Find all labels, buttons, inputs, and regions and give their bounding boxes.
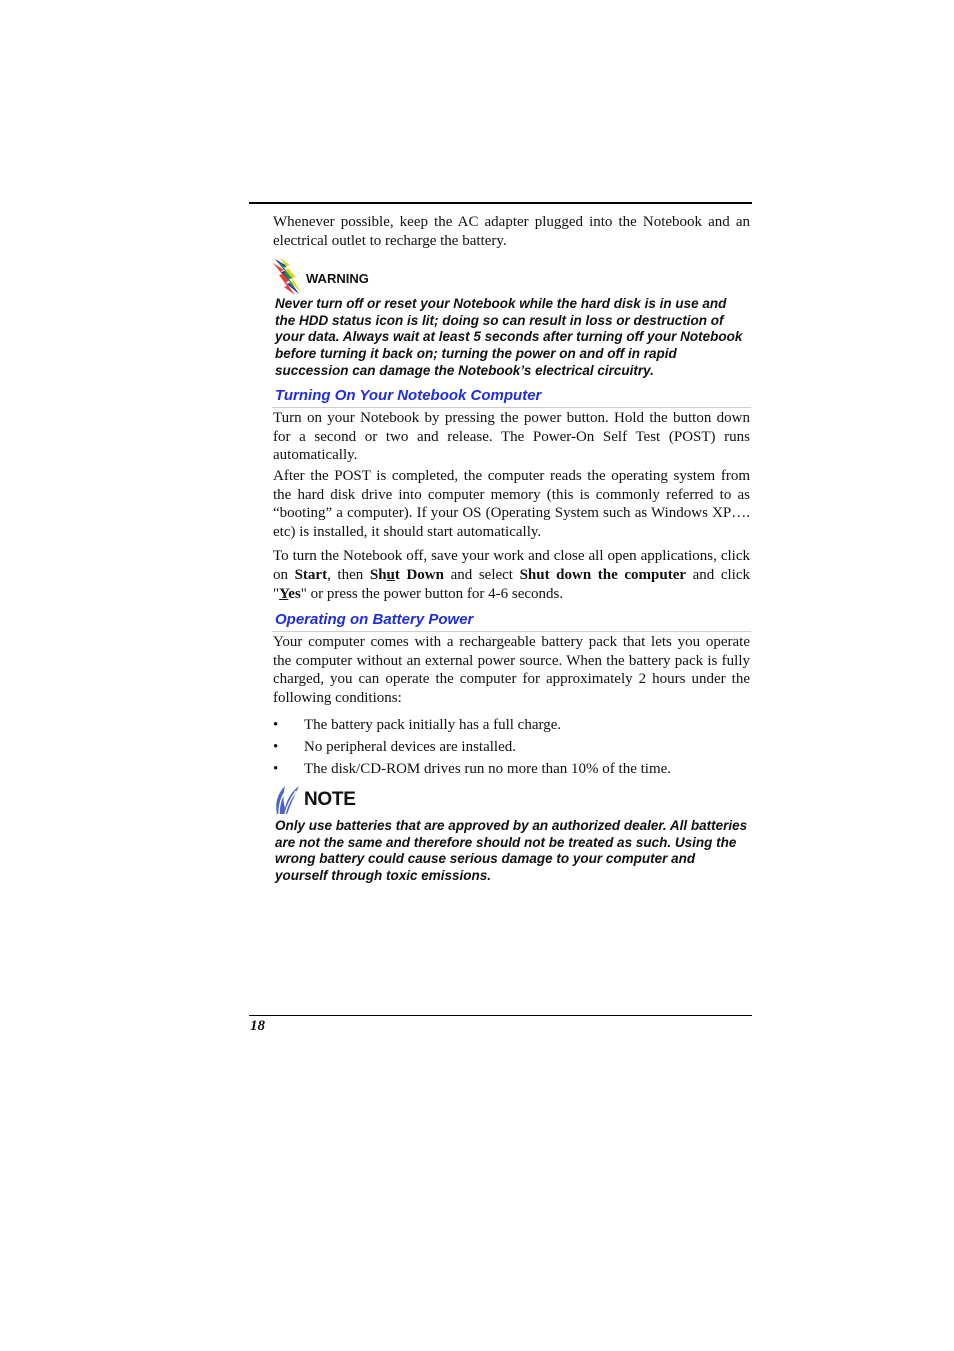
- shut-down-term: Shut Down: [369, 566, 444, 583]
- note-label: NOTE: [304, 789, 356, 811]
- list-item: • The battery pack initially has a full charge.: [273, 715, 750, 737]
- heading-rule: [272, 631, 751, 632]
- yes-term: Yes: [279, 585, 301, 602]
- warning-header: [273, 256, 750, 296]
- warning-label: WARNING: [306, 270, 369, 286]
- warning-text: Never turn off or reset your Notebook while the hard disk is in use and the HDD status icon is lit; doing so can result in loss or destruction of your data. Always wait at least 5 seconds after turning off your Notebook before turning it back on; turning the power on and off in rapid succession can damage the Notebook’s electrical circuitry.: [275, 296, 743, 378]
- heading-turning-on: Turning On Your Notebook Computer: [275, 387, 542, 405]
- battery-paragraph: Your computer comes with a rechargeable battery pack that lets you operate the computer without an external power source. When the battery pack is fully charged, you can operate the computer for approximately 2 hours under the following conditions:: [273, 634, 750, 706]
- page-content: [273, 213, 750, 885]
- heading-rule: [272, 407, 751, 408]
- heading-battery-power: Operating on Battery Power: [275, 611, 474, 629]
- note-quill-icon: [273, 784, 301, 816]
- list-item: • No peripheral devices are installed.: [273, 737, 750, 759]
- shut-down-computer-term: Shut down the computer: [519, 566, 687, 583]
- page-number: 18: [250, 1018, 265, 1034]
- note-header: [273, 782, 750, 818]
- post-paragraph: After the POST is completed, the computer reads the operating system from the hard disk drive into computer memory (this is commonly referred to as “booting” a computer). If your OS (Operating System such as Windows XP…. etc) is installed, it should start automatically.: [273, 467, 750, 540]
- turn-off-paragraph: To turn the Notebook off, save your work and close all open applications, click on Start, then Shut Down and select Shut down the computer and click "Yes" or press the power button for 4-6 seconds.: [273, 548, 751, 602]
- footer-rule: [249, 1015, 752, 1016]
- start-term: Start: [294, 566, 328, 583]
- header-rule: [249, 202, 752, 204]
- list-item: • The disk/CD-ROM drives run no more than 10% of the time.: [273, 759, 750, 781]
- conditions-list: [273, 715, 750, 780]
- intro-paragraph: Whenever possible, keep the AC adapter plugged into the Notebook and an electrical outlet to recharge the battery.: [273, 214, 750, 249]
- turn-on-paragraph: Turn on your Notebook by pressing the power button. Hold the button down for a second or two and release. The Power-On Self Test (POST) runs automatically.: [273, 410, 750, 464]
- note-text: Only use batteries that are approved by an authorized dealer. All batteries are not the same and therefore should not be treated as such. Using the wrong battery could cause serious damage to your computer and yourself through toxic emissions.: [275, 818, 748, 884]
- warning-lightning-icon: [273, 257, 303, 295]
